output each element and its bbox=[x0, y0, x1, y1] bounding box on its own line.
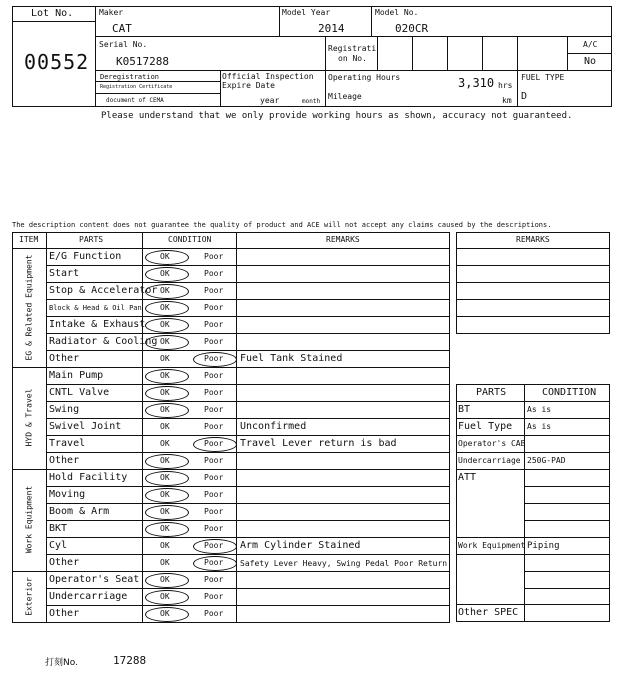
lot-no-value: 00552 bbox=[24, 50, 90, 74]
condition-poor: Poor bbox=[204, 252, 224, 261]
ok-selected-circle bbox=[145, 573, 189, 588]
condition-poor: Poor bbox=[204, 456, 224, 465]
hours-notice: Please understand that we only provide working hours as shown, accuracy not guaranteed. bbox=[101, 111, 573, 121]
condition-ok: OK bbox=[160, 337, 170, 346]
condition-ok: OK bbox=[160, 405, 170, 414]
fuel-type-value: D bbox=[521, 91, 528, 102]
row-divider bbox=[46, 554, 450, 555]
row-divider bbox=[46, 299, 450, 300]
maker-value: CAT bbox=[112, 22, 132, 35]
model-no-label: Model No. bbox=[375, 8, 419, 17]
condition-ok: OK bbox=[160, 490, 170, 499]
remark-text: Safety Lever Heavy, Swing Pedal Poor Return bbox=[240, 559, 448, 568]
condition-ok: OK bbox=[160, 456, 170, 465]
part-name: Main Pump bbox=[49, 370, 104, 381]
condition-poor: Poor bbox=[204, 320, 224, 329]
condition-poor: Poor bbox=[204, 575, 224, 584]
maker-label: Maker bbox=[99, 8, 124, 17]
part-name: E/G Function bbox=[49, 251, 122, 262]
condition-ok: OK bbox=[160, 558, 170, 567]
side-under-label: Undercarriage bbox=[458, 456, 521, 465]
group-label: HYD & Travel bbox=[24, 388, 34, 447]
poor-selected-circle bbox=[193, 352, 237, 367]
side-cab-label: Operator's CAB bbox=[458, 439, 526, 448]
part-name: CNTL Valve bbox=[49, 387, 110, 398]
ok-selected-circle bbox=[145, 318, 189, 333]
part-name: Boom & Arm bbox=[49, 506, 110, 517]
condition-poor: Poor bbox=[204, 337, 224, 346]
condition-poor: Poor bbox=[204, 439, 224, 448]
condition-poor: Poor bbox=[204, 490, 224, 499]
condition-poor: Poor bbox=[204, 609, 224, 618]
condition-poor: Poor bbox=[204, 558, 224, 567]
operating-hours-label: Operating Hours bbox=[328, 73, 401, 82]
ok-selected-circle bbox=[145, 335, 189, 350]
km-unit: km bbox=[502, 96, 512, 105]
ok-selected-circle bbox=[145, 607, 189, 622]
side-att-label: ATT bbox=[458, 472, 477, 483]
row-divider bbox=[46, 367, 450, 368]
disclaimer: The description content does not guarantee the quality of product and ACE will not accept any claims caused by the descriptions. bbox=[12, 221, 552, 229]
condition-ok: OK bbox=[160, 252, 170, 261]
condition-poor: Poor bbox=[204, 507, 224, 516]
part-name: Other bbox=[49, 608, 80, 619]
condition-poor: Poor bbox=[204, 422, 224, 431]
condition-ok: OK bbox=[160, 507, 170, 516]
remark-text: Arm Cylinder Stained bbox=[240, 540, 361, 551]
ok-selected-circle bbox=[145, 590, 189, 605]
condition-ok: OK bbox=[160, 269, 170, 278]
condition-ok: OK bbox=[160, 371, 170, 380]
side-remarks-header: REMARKS bbox=[516, 235, 550, 244]
operating-hours-value: 3,310 bbox=[458, 76, 495, 90]
remark-text: Travel Lever return is bad bbox=[240, 438, 397, 449]
group-label: Work Equipment bbox=[24, 485, 34, 554]
part-name: Other bbox=[49, 455, 80, 466]
inspection-label-1: Official Inspection bbox=[222, 72, 314, 81]
col-condition-header: CONDITION bbox=[168, 235, 212, 244]
ok-selected-circle bbox=[145, 301, 189, 316]
condition-poor: Poor bbox=[204, 354, 224, 363]
condition-ok: OK bbox=[160, 303, 170, 312]
part-name: Operator's Seat bbox=[49, 574, 140, 585]
row-divider bbox=[46, 282, 450, 283]
ok-selected-circle bbox=[145, 369, 189, 384]
side-fuel-value: As is bbox=[527, 422, 552, 431]
part-name: Travel bbox=[49, 438, 86, 449]
remark-text: Unconfirmed bbox=[240, 421, 307, 432]
ok-selected-circle bbox=[145, 454, 189, 469]
poor-selected-circle bbox=[193, 556, 237, 571]
condition-poor: Poor bbox=[204, 524, 224, 533]
condition-poor: Poor bbox=[204, 286, 224, 295]
hrs-unit: hrs bbox=[498, 81, 513, 90]
condition-ok: OK bbox=[160, 422, 170, 431]
side-bt-label: BT bbox=[458, 404, 471, 415]
row-divider bbox=[46, 435, 450, 436]
model-year-label: Model Year bbox=[282, 8, 331, 17]
part-name: Swing bbox=[49, 404, 80, 415]
registration-label-1: Registrati bbox=[328, 44, 377, 53]
fuel-type-label: FUEL TYPE bbox=[521, 73, 565, 82]
condition-ok: OK bbox=[160, 388, 170, 397]
row-divider bbox=[46, 520, 450, 521]
side-other-spec-label: Other SPEC bbox=[458, 607, 519, 618]
remark-text: Fuel Tank Stained bbox=[240, 353, 343, 364]
stamp-no-value: 17288 bbox=[113, 654, 147, 667]
row-divider bbox=[46, 622, 450, 623]
ok-selected-circle bbox=[145, 386, 189, 401]
ok-selected-circle bbox=[145, 488, 189, 503]
row-divider bbox=[46, 452, 450, 453]
condition-ok: OK bbox=[160, 320, 170, 329]
part-name: Cyl bbox=[49, 540, 68, 551]
condition-poor: Poor bbox=[204, 269, 224, 278]
condition-ok: OK bbox=[160, 541, 170, 550]
condition-poor: Poor bbox=[204, 371, 224, 380]
poor-selected-circle bbox=[193, 437, 237, 452]
side-bt-value: As is bbox=[527, 405, 552, 414]
deregistration-label: Deregistration bbox=[100, 73, 160, 81]
side-under-value: 250G-PAD bbox=[527, 456, 566, 465]
condition-poor: Poor bbox=[204, 405, 224, 414]
condition-ok: OK bbox=[160, 575, 170, 584]
part-name: Block & Head & Oil Pan bbox=[49, 304, 142, 312]
side-work-label: Work Equipment bbox=[458, 541, 526, 550]
ok-selected-circle bbox=[145, 522, 189, 537]
ok-selected-circle bbox=[145, 250, 189, 265]
row-divider bbox=[46, 605, 450, 606]
row-divider bbox=[46, 588, 450, 589]
cema-label: document of CEMA bbox=[106, 97, 164, 104]
model-no-value: 020CR bbox=[395, 22, 429, 35]
part-name: BKT bbox=[49, 523, 68, 534]
condition-ok: OK bbox=[160, 473, 170, 482]
row-divider bbox=[46, 469, 450, 470]
condition-ok: OK bbox=[160, 592, 170, 601]
col-item-header: ITEM bbox=[19, 235, 39, 244]
condition-poor: Poor bbox=[204, 541, 224, 550]
row-divider bbox=[46, 350, 450, 351]
condition-ok: OK bbox=[160, 524, 170, 533]
side-parts-header: PARTS bbox=[476, 387, 507, 398]
mileage-label: Mileage bbox=[328, 92, 362, 101]
condition-ok: OK bbox=[160, 439, 170, 448]
side-condition-header: CONDITION bbox=[542, 387, 597, 398]
inspection-label-2: Expire Date bbox=[222, 81, 275, 90]
part-name: Intake & Exhaust bbox=[49, 319, 146, 330]
serial-no-value: K0517288 bbox=[116, 55, 169, 68]
part-name: Radiator & Cooling bbox=[49, 336, 158, 347]
row-divider bbox=[46, 384, 450, 385]
year-label: year bbox=[260, 96, 280, 105]
condition-poor: Poor bbox=[204, 388, 224, 397]
ok-selected-circle bbox=[145, 471, 189, 486]
row-divider bbox=[46, 537, 450, 538]
model-year-value: 2014 bbox=[318, 22, 345, 35]
part-name: Other bbox=[49, 557, 80, 568]
part-name: Stop & Accelerator bbox=[49, 285, 158, 296]
row-divider bbox=[46, 571, 450, 572]
group-label: EG & Related Equipment bbox=[24, 254, 34, 360]
condition-ok: OK bbox=[160, 354, 170, 363]
group-label: Exterior bbox=[24, 576, 34, 616]
side-fuel-label: Fuel Type bbox=[458, 421, 513, 432]
ok-selected-circle bbox=[145, 403, 189, 418]
side-work-value: Piping bbox=[527, 541, 560, 551]
ac-value: No bbox=[584, 56, 597, 67]
part-name: Start bbox=[49, 268, 80, 279]
row-divider bbox=[46, 401, 450, 402]
condition-poor: Poor bbox=[204, 592, 224, 601]
row-divider bbox=[46, 316, 450, 317]
ac-label: A/C bbox=[583, 40, 598, 49]
ok-selected-circle bbox=[145, 505, 189, 520]
part-name: Undercarriage bbox=[49, 591, 128, 602]
condition-ok: OK bbox=[160, 286, 170, 295]
registration-label-2: on No. bbox=[338, 54, 367, 63]
condition-poor: Poor bbox=[204, 303, 224, 312]
poor-selected-circle bbox=[193, 539, 237, 554]
condition-poor: Poor bbox=[204, 473, 224, 482]
reg-cert-label: Registration Certificate bbox=[100, 84, 173, 90]
lot-no-label: Lot No. bbox=[31, 8, 74, 19]
row-divider bbox=[46, 486, 450, 487]
col-parts-header: PARTS bbox=[79, 235, 104, 244]
condition-ok: OK bbox=[160, 609, 170, 618]
serial-no-label: Serial No. bbox=[99, 40, 148, 49]
ok-selected-circle bbox=[145, 284, 189, 299]
row-divider bbox=[46, 333, 450, 334]
month-label: month bbox=[302, 98, 321, 105]
part-name: Hold Facility bbox=[49, 472, 128, 483]
row-divider bbox=[46, 265, 450, 266]
col-remarks-header: REMARKS bbox=[326, 235, 360, 244]
part-name: Moving bbox=[49, 489, 86, 500]
part-name: Swivel Joint bbox=[49, 421, 122, 432]
stamp-no-label: 打刻No. bbox=[45, 658, 78, 668]
row-divider bbox=[46, 503, 450, 504]
ok-selected-circle bbox=[145, 267, 189, 282]
row-divider bbox=[46, 418, 450, 419]
part-name: Other bbox=[49, 353, 80, 364]
